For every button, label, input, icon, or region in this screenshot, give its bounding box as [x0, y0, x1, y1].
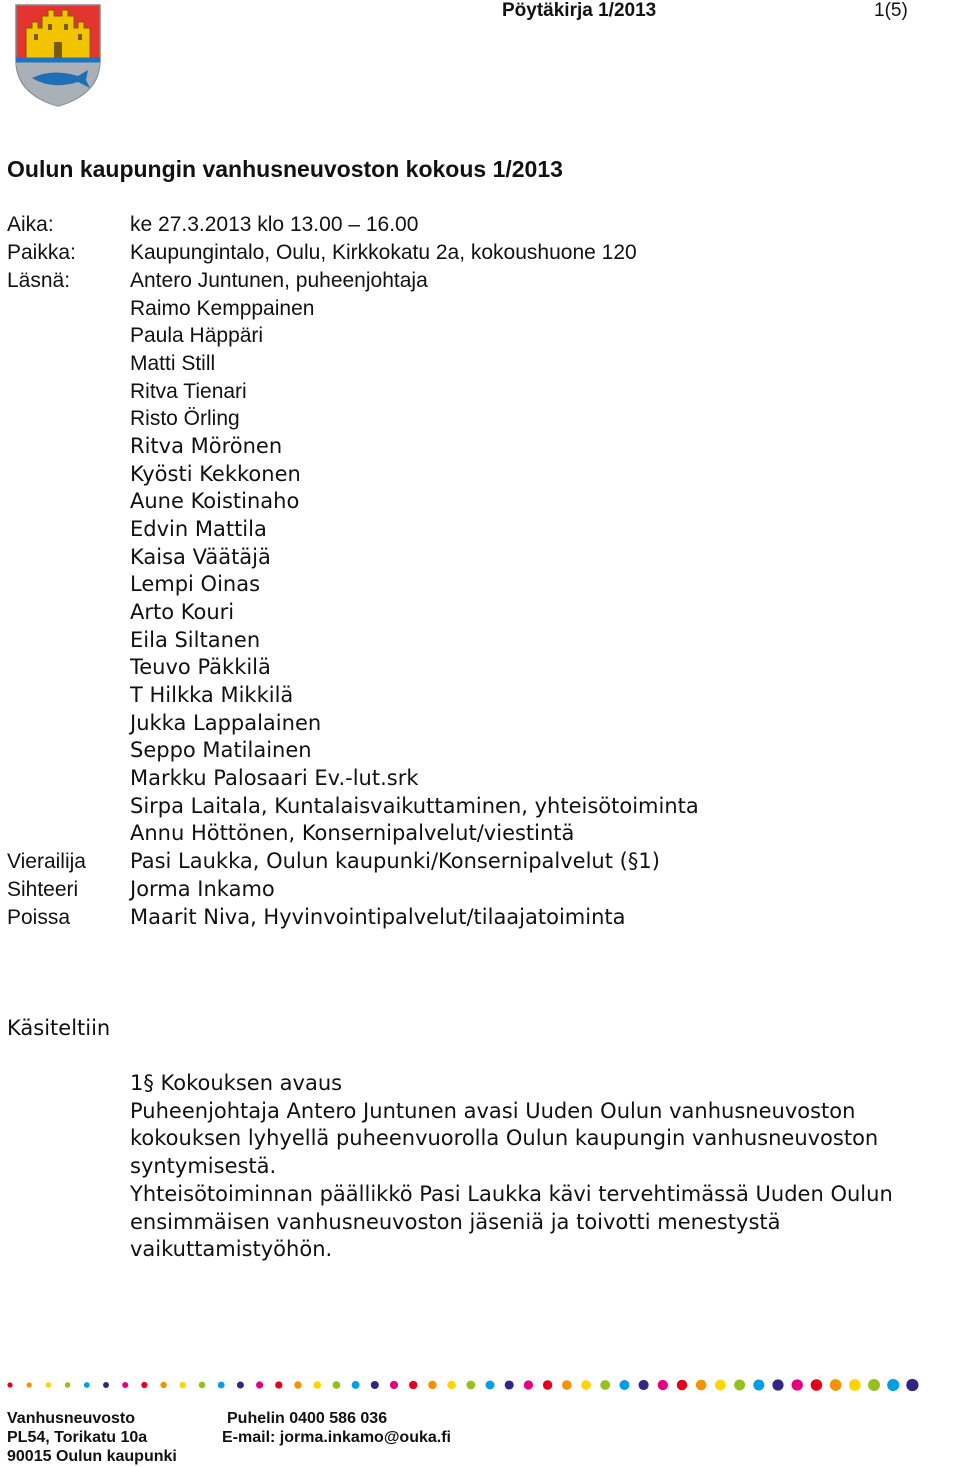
footer-dot [275, 1381, 282, 1388]
footer-dot [199, 1382, 206, 1389]
footer-dot [46, 1382, 52, 1388]
present-member: Eila Siltanen [130, 628, 261, 652]
footer-dot [849, 1379, 861, 1391]
footer-dot [696, 1380, 707, 1391]
present-member: Paula Häppäri [130, 324, 264, 347]
present-member: Kaisa Väätäjä [130, 545, 271, 569]
present-member: Risto Örling [130, 407, 240, 430]
place-row [0, 239, 960, 267]
footer-dot [390, 1381, 398, 1389]
footer-dot [524, 1380, 533, 1389]
page-number: 1(5) [874, 0, 908, 21]
present-member: T Hilkka Mikkilä [130, 683, 294, 707]
present-row [0, 295, 960, 323]
agenda-line: kokouksen lyhyellä puheenvuorolla Oulun kaupungin vanhusneuvoston [130, 1126, 879, 1151]
footer-phone: Puhelin 0400 586 036 [227, 1410, 388, 1427]
footer-dot [639, 1380, 649, 1390]
present-member: Matti Still [130, 352, 216, 375]
present-member: Ritva Mörönen [130, 434, 283, 458]
present-row [0, 433, 960, 461]
present-row [0, 405, 960, 433]
footer-dot [658, 1380, 668, 1390]
absent-row [0, 904, 960, 932]
footer-dot [409, 1381, 417, 1389]
footer-dot [371, 1381, 379, 1389]
footer-dot [313, 1381, 321, 1389]
footer-address: PL54, Torikatu 10a [7, 1429, 148, 1446]
present-member: Arto Kouri [130, 600, 235, 624]
agenda-line: Puheenjohtaja Antero Juntunen avasi Uuden Oulun vanhusneuvoston [130, 1098, 856, 1123]
footer-dot [677, 1380, 687, 1390]
footer-dot [237, 1382, 244, 1389]
present-member: Seppo Matilainen [130, 738, 312, 762]
present-row [0, 765, 960, 793]
footer-dot [122, 1382, 128, 1388]
present-row [0, 488, 960, 516]
agenda-line: ensimmäisen vanhusneuvoston jäseniä ja toivotti menestystä [130, 1209, 781, 1234]
present-member: Lempi Oinas [130, 572, 261, 596]
present-member: Antero Juntunen, puheenjohtaja [130, 269, 428, 292]
secretary-label: Sihteeri [7, 878, 79, 901]
visitor-row [0, 848, 960, 876]
footer-dot [7, 1382, 12, 1387]
present-row [0, 516, 960, 544]
present-row [0, 544, 960, 572]
footer-dot [868, 1379, 880, 1391]
footer-dot [352, 1381, 360, 1389]
footer-dot [27, 1382, 32, 1387]
meeting-title: Oulun kaupungin vanhusneuvoston kokous 1/2013 [7, 156, 563, 182]
footer-dot [792, 1379, 803, 1390]
present-row [0, 461, 960, 489]
time-row [0, 211, 960, 239]
time-value: ke 27.3.2013 klo 13.00 – 16.00 [130, 213, 419, 236]
present-member: Ritva Tienari [130, 380, 247, 403]
visitor-value: Pasi Laukka, Oulun kaupunki/Konsernipalvelut (§1) [130, 849, 660, 873]
footer-dot [887, 1379, 899, 1391]
secretary-value: Jorma Inkamo [130, 877, 275, 901]
present-row [0, 710, 960, 738]
footer-dot [753, 1379, 764, 1390]
footer-dot [600, 1380, 610, 1390]
footer-dot-row [6, 1378, 926, 1392]
footer-dot [84, 1382, 90, 1388]
present-row [0, 267, 960, 295]
present-member: Annu Höttönen, Konsernipalvelut/viestintä [130, 821, 575, 845]
agenda-section [130, 1070, 960, 1264]
footer-dot [256, 1381, 263, 1388]
present-row [0, 793, 960, 821]
present-member: Raimo Kemppainen [130, 297, 315, 320]
present-row [0, 599, 960, 627]
present-row [0, 378, 960, 406]
visitor-label: Vierailija [7, 850, 86, 873]
present-row [0, 571, 960, 599]
footer-dot [141, 1382, 147, 1388]
footer-dot [562, 1380, 572, 1390]
present-member: Markku Palosaari Ev.-lut.srk [130, 766, 419, 790]
present-row [0, 682, 960, 710]
present-member: Jukka Lappalainen [130, 711, 322, 735]
footer-dot [428, 1381, 437, 1390]
footer-dot [505, 1380, 514, 1389]
footer-dot [294, 1381, 301, 1388]
time-label: Aika: [7, 213, 54, 236]
footer-dot [447, 1381, 456, 1390]
footer-dot [65, 1382, 71, 1388]
handled-label: Käsiteltiin [7, 1016, 111, 1040]
footer-dot [772, 1379, 783, 1390]
present-member: Teuvo Päkkilä [130, 655, 271, 679]
present-row [0, 350, 960, 378]
footer-dot [543, 1380, 552, 1389]
present-row [0, 627, 960, 655]
footer-dot [466, 1381, 475, 1390]
footer-dot [619, 1380, 629, 1390]
present-member: Kyösti Kekkonen [130, 462, 301, 486]
footer-dot [811, 1379, 823, 1391]
absent-value: Maarit Niva, Hyvinvointipalvelut/tilaajatoiminta [130, 905, 626, 929]
place-label: Paikka: [7, 241, 76, 264]
footer-email: E-mail: jorma.inkamo@ouka.fi [222, 1429, 451, 1446]
place-value: Kaupungintalo, Oulu, Kirkkokatu 2a, kokoushuone 120 [130, 241, 637, 264]
footer-dot [103, 1382, 109, 1388]
present-row [0, 654, 960, 682]
footer-postal: 90015 Oulun kaupunki [7, 1448, 177, 1465]
present-row [0, 820, 960, 848]
footer-dot [180, 1382, 187, 1389]
footer-dot [906, 1379, 918, 1391]
agenda-heading: 1§ Kokouksen avaus [130, 1071, 343, 1095]
present-member: Sirpa Laitala, Kuntalaisvaikuttaminen, yhteisötoiminta [130, 794, 699, 818]
footer-dot [218, 1382, 225, 1389]
present-label: Läsnä: [7, 269, 71, 292]
absent-label: Poissa [7, 906, 71, 929]
present-row [0, 737, 960, 765]
present-member: Aune Koistinaho [130, 489, 300, 513]
footer-dot [830, 1379, 842, 1391]
agenda-line: Yhteisötoiminnan päällikkö Pasi Laukka kävi tervehtimässä Uuden Oulun [130, 1181, 893, 1206]
present-row [0, 322, 960, 350]
footer-dot [486, 1381, 495, 1390]
footer-dot [581, 1380, 591, 1390]
present-member: Edvin Mattila [130, 517, 267, 541]
footer-dot [734, 1380, 745, 1391]
agenda-line: vaikuttamistyöhön. [130, 1237, 333, 1262]
footer-dot [160, 1382, 166, 1388]
secretary-row [0, 876, 960, 904]
footer-org: Vanhusneuvosto [7, 1410, 136, 1427]
agenda-line: syntymisestä. [130, 1154, 277, 1179]
footer-dot [333, 1381, 341, 1389]
coat-of-arms-icon [12, 2, 104, 108]
footer-dot [715, 1380, 726, 1391]
document-title: Pöytäkirja 1/2013 [502, 0, 657, 21]
